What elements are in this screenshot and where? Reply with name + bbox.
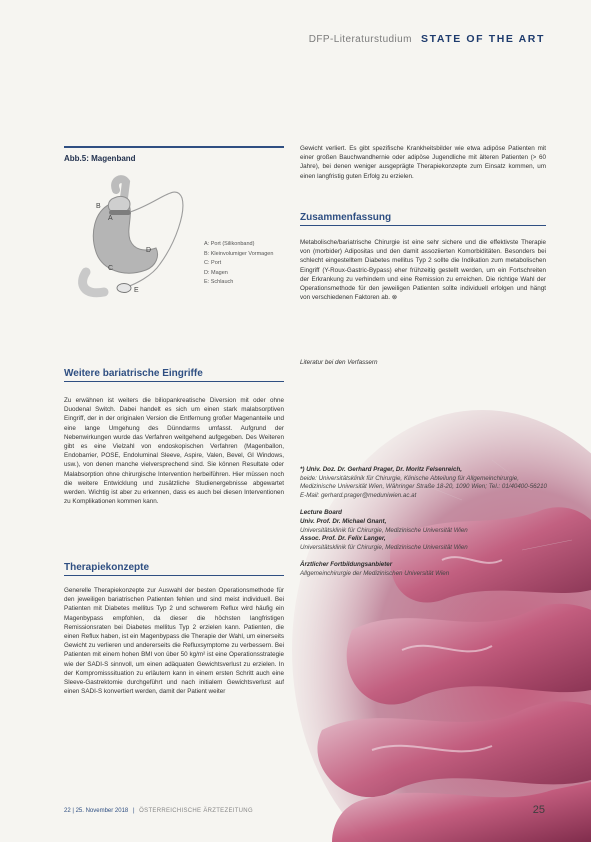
page-header [309,33,545,45]
footer-issue: 22 | 25. November 2018 [64,808,129,814]
author-block [300,466,550,579]
port-shape [117,284,131,293]
section-heading-therapie: Therapiekonzepte [64,562,284,576]
section-heading-weitere: Weitere bariatrische Eingriffe [64,368,284,382]
provider-label: Ärztlicher Fortbildungsanbieter [300,561,393,569]
section-heading-zusammen: Zusammenfassung [300,212,546,226]
figure-caption: Abb.5: Magenband [64,154,136,163]
board-member-name: Univ. Prof. Dr. Michael Gnant, [300,517,387,525]
footer-journal: ÖSTERREICHISCHE ÄRZTEZEITUNG [139,808,253,814]
main-author-email[interactable]: E-Mail: gerhard.prager@meduniwien.ac.at [300,491,417,499]
section-text-weitere: Zu erwähnen ist weiters die biliopankreatische Diversion mit oder ohne Duodenal Switch. Dabei handelt es sich um einen stark malabsorptiven Eingriff, der in der originalen Version die Entfernung großer Magenanteile und eine lange Umgehung des Dünndarms umfasst. Aufgrund der Nebenwirkungen wurde das Verfahren weitgehend aufgegeben. Des Weiteren gibt es eine Vielzahl von endoskopischen Verfahren (Magenballon, Endobarrier, POSE, Endoluminal Sleeve, Aspire, Valen, Bevel, GI Windows, usw.), von denen manche vielversprechend sind. Sie können Resultate oder Malabsorption ohne chirurgische Intervention herbeiführen. Hier müssen noch die weitere Entwicklung und zusätzliche Studienergebnisse abgewartet werden. Wichtig ist aber zu erkennen, dass es auch bei diesen Interventionen zu Komplikationen kommen kann. [64,397,284,506]
section-text-therapie: Generelle Therapiekonzepte zur Auswahl der besten Operationsmethode für den jeweiligen bariatrischen Patienten fehlen und sind meist individuell. Bei Patienten mit Diabetes mellitus Typ 2 und schwerem Reflux wird häufig ein Magenbypass empfohlen, da dieser die höchsten langfristigen Remissionsraten bei Diabetes mellitus Typ 2 erzielen kann. Patienten, die einen Reflux haben, ist ein Magenbypass die Therapie der Wahl, um einerseits Gewicht zu verlieren und andererseits die Refluxsymptome zu verbessern. Bei Patienten mit einem hohen BMI von über 50 kg/m² ist eine Operationsstrategie wie der SADI-S sinnvoll, um einen adäquaten Gewichtsverlust zu erzielen. In der Kompromisssituation zu erläutern kann in einem ersten Schritt auch eine Sleeve-Gastrektomie durchgeführt und nach initialem Gewichtsverlust auf einen SADI-S konvertiert werden, damit der Patient weiter [64,587,284,696]
figure-legend [204,240,273,288]
literature-note: Literatur bei den Verfassern [300,359,378,366]
lecture-board-label: Lecture Board [300,509,342,517]
legend-item: B: Kleinvolumiger Vormagen [204,250,274,257]
main-author-affiliation: beide: Universitätsklinik für Chirurgie, Klinische Abteilung für Allgemeinchirurgie, Medizinische Universität Wien, Währinger Straße 18-20, 1090 Wien; Tel.: 01/40400-56210 [300,474,547,491]
provider-name: Allgemeinchirurgie der Medizinischen Universität Wien [300,569,450,577]
figure-label-a: A [108,215,113,222]
figure-top-rule [64,146,284,148]
board-member-name: Assoc. Prof. Dr. Felix Langer, [300,535,386,543]
page-footer [64,808,253,814]
summary-body: Metabolische/bariatrische Chirurgie ist eine sehr sichere und die effektivste Therapie von (morbider) Adipositas und den damit assoziierten Komorbiditäten. Besonders bei schlecht eingestelltem Diabetes mellitus Typ 2 sollte die Indikation zum metabolischen Eingriff (Y-Roux-Gastric-Bypass) eher frühzeitig gestellt werden, um ein Fortschreiten der Erkrankung zu verhindern und eine Remission zu erreichen. Die richtige Wahl der Operationsmethode für den jeweiligen Patienten sollte individuell erfolgen und hängt von verschiedenen Faktoren ab. [300,239,546,302]
header-tag: STATE OF THE ART [421,33,545,45]
main-author-names: *) Univ. Doz. Dr. Gerhard Prager, Dr. Moritz Felsenreich, [300,466,462,473]
figure-label-c: C [108,265,114,272]
legend-item: C: Port [204,260,222,266]
figure-label-b: B [96,203,101,210]
section-text-therapie-continued: Gewicht verliert. Es gibt spezifische Krankheitsbilder wie etwa adipöse Patienten mit einer großen Bauchwandhernie oder adipöse Jugendliche mit älteren Patienten (> 60 Jahre), bei denen weniger ausgeprägte Therapiekonzepte zum Einsatz kommen, um einen langfristig guten Erfolg zu erzielen. [300,145,546,180]
figure-label-e: E [134,287,139,294]
board-member-affiliation: Universitätsklinik für Chirurgie, Medizinische Universität Wien [300,543,468,551]
footer-separator: | [132,808,135,814]
legend-item: E: Schlauch [204,279,234,285]
header-series: DFP-Literaturstudium [308,34,412,45]
legend-item: A: Port (Silikonband) [204,241,255,247]
board-member-affiliation: Universitätsklinik für Chirurgie, Medizinische Universität Wien [300,526,468,534]
page-number: 25 [532,804,545,816]
gastric-band-illustration [64,172,204,302]
legend-item: D: Magen [204,269,228,276]
end-mark-icon: ⊗ [391,294,397,302]
figure-label-d: D [146,247,152,254]
section-text-zusammen [300,238,546,302]
